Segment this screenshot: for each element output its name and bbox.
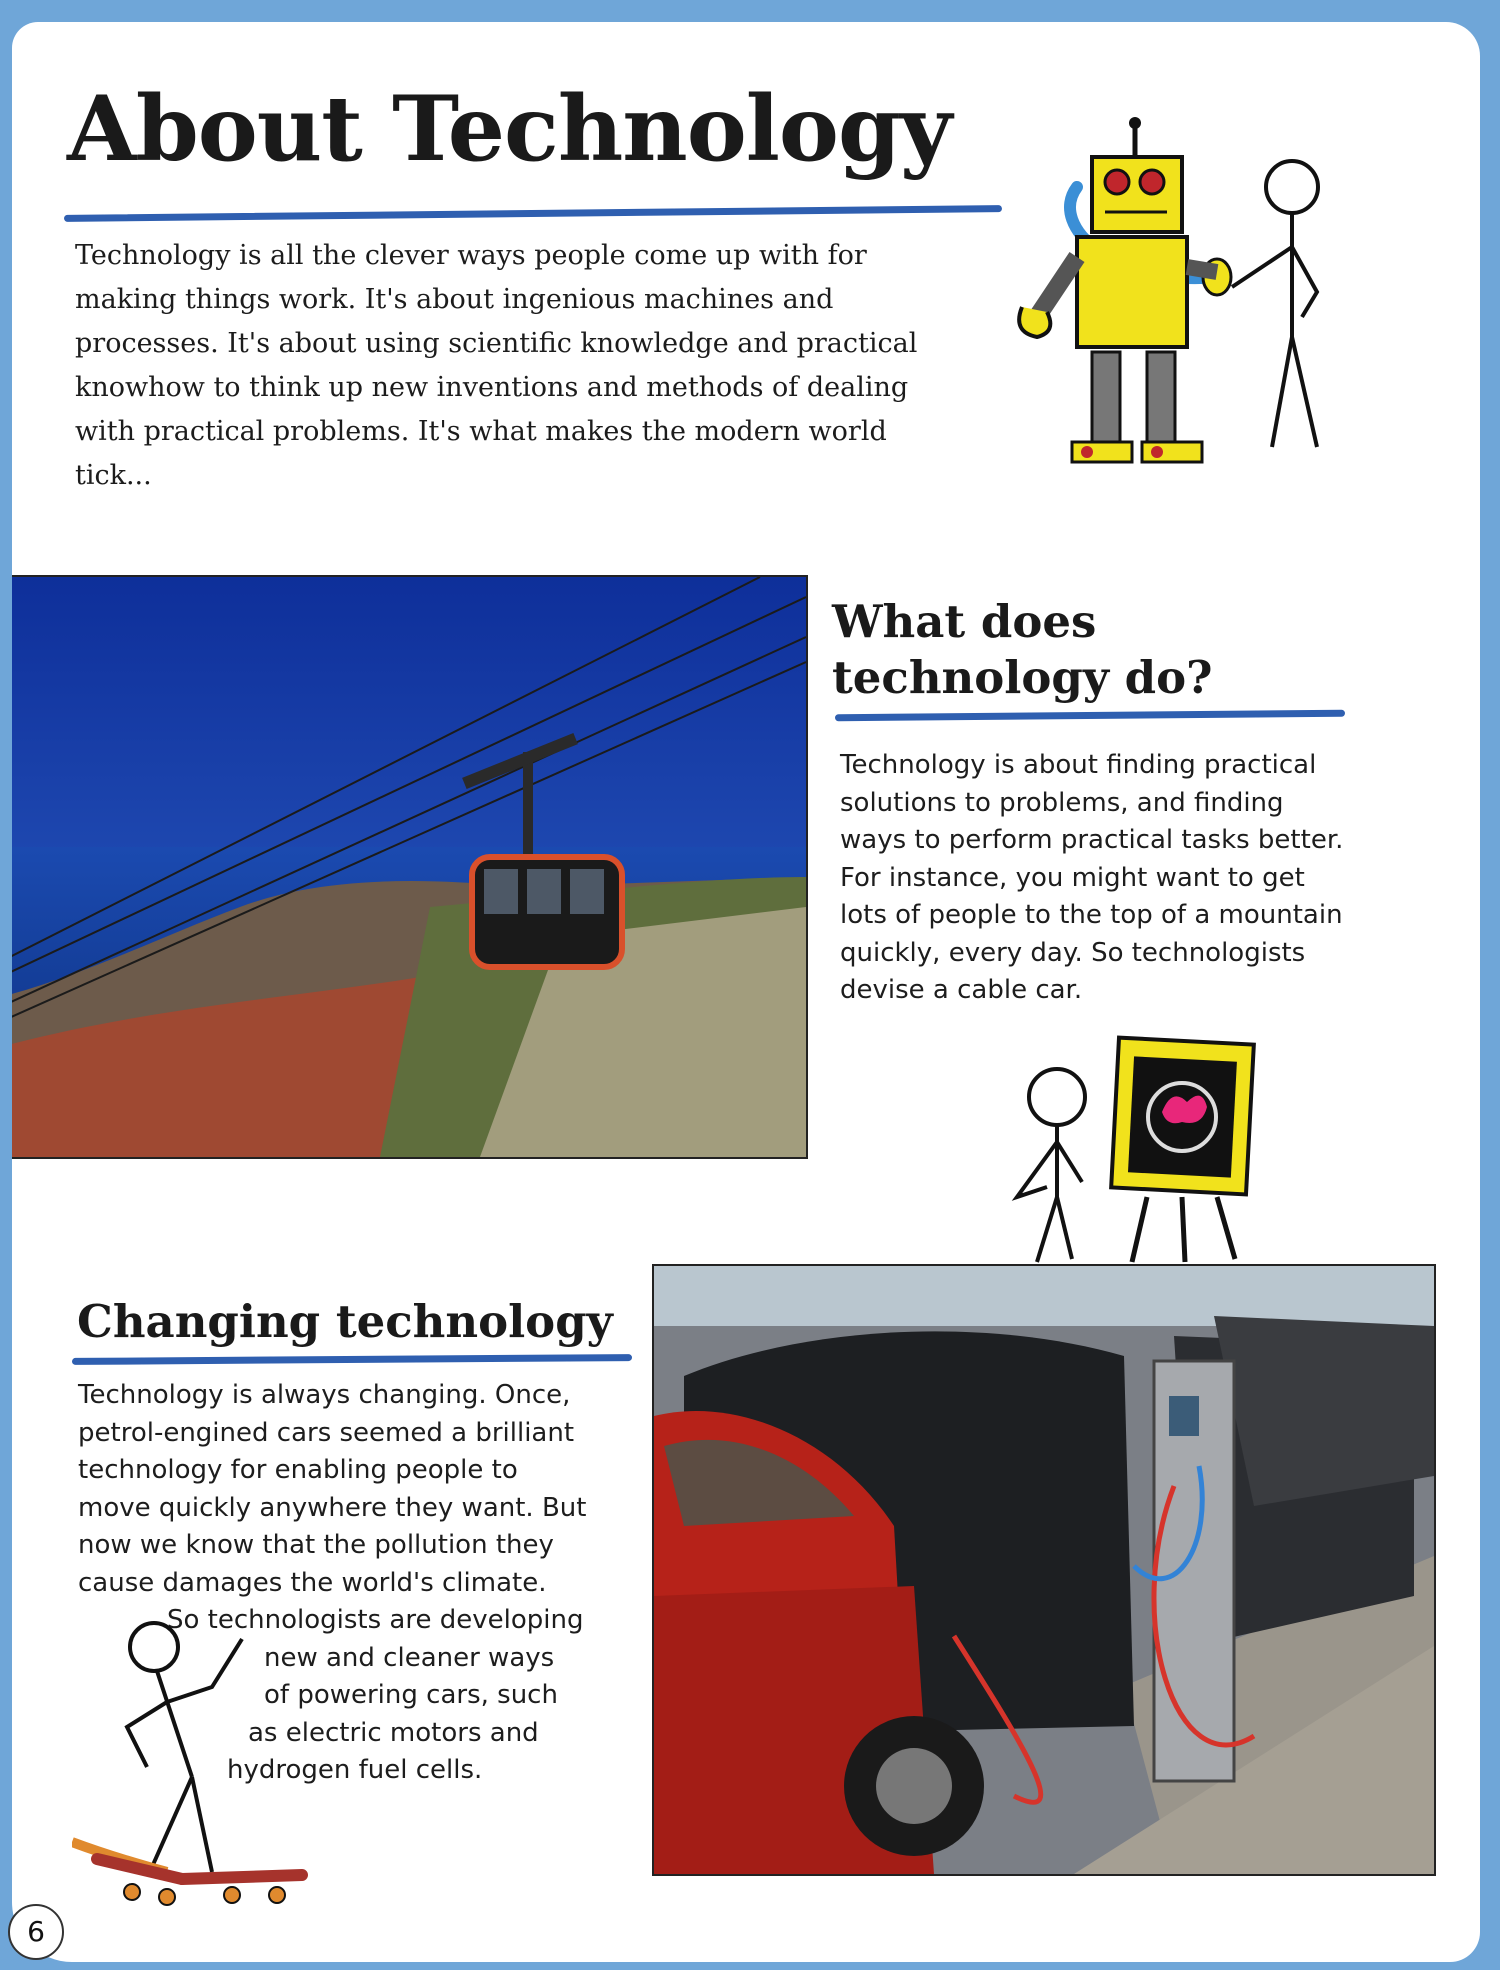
text-line: Technology is always changing. Once, [78,1380,571,1410]
intro-paragraph: Technology is all the clever ways people come up with for making things work. It's about ingenious machines and processes. It's about using scientific knowledge and practical knowhow to think up new inventions and methods of dealing with practical problems. It's what makes the modern world tick... [75,240,918,491]
text-line: move quickly anywhere they want. But [78,1492,587,1523]
text-line: of powering cars, such [264,1680,558,1710]
text-line: petrol-engined cars seemed a brilliant [78,1417,575,1448]
text-line: ways to perform practical tasks better. [840,825,1344,855]
skateboard-figure-illustration [72,1617,312,1917]
page-number: 6 [8,1904,64,1960]
page-title: About Technology [67,76,952,182]
text-line: lots of people to the top of a mountain [840,900,1343,930]
changing-underline [72,1354,632,1365]
robot-illustration [1017,107,1377,487]
text-line: cause damages the world's climate. [78,1567,547,1598]
text-line: new and cleaner ways [264,1642,555,1673]
electric-cars-photo [652,1264,1436,1876]
changing-heading: Changing technology [77,1295,613,1348]
text-line: Technology is about finding practical [840,750,1317,780]
text-line: solutions to problems, and finding [840,787,1284,818]
book-page [12,22,1480,1962]
what-heading-line1: What does [832,595,1097,648]
text-line: devise a cable car. [840,975,1083,1005]
what-heading-line2: technology do? [832,651,1213,704]
title-underline [64,205,1002,222]
text-line: For instance, you might want to get [840,862,1305,893]
what-heading [832,594,1213,706]
what-underline [835,710,1345,721]
text-line: technology for enabling people to [78,1455,518,1485]
what-paragraph [840,747,1343,1010]
text-line: quickly, every day. So technologists [840,937,1306,968]
cable-car-photo [12,575,808,1159]
easel-figure-illustration [997,1027,1267,1267]
text-line: So technologists are developing [167,1605,584,1635]
text-line: now we know that the pollution they [78,1530,554,1560]
text-line: hydrogen fuel cells. [227,1755,483,1785]
text-line: as electric motors and [248,1717,539,1748]
